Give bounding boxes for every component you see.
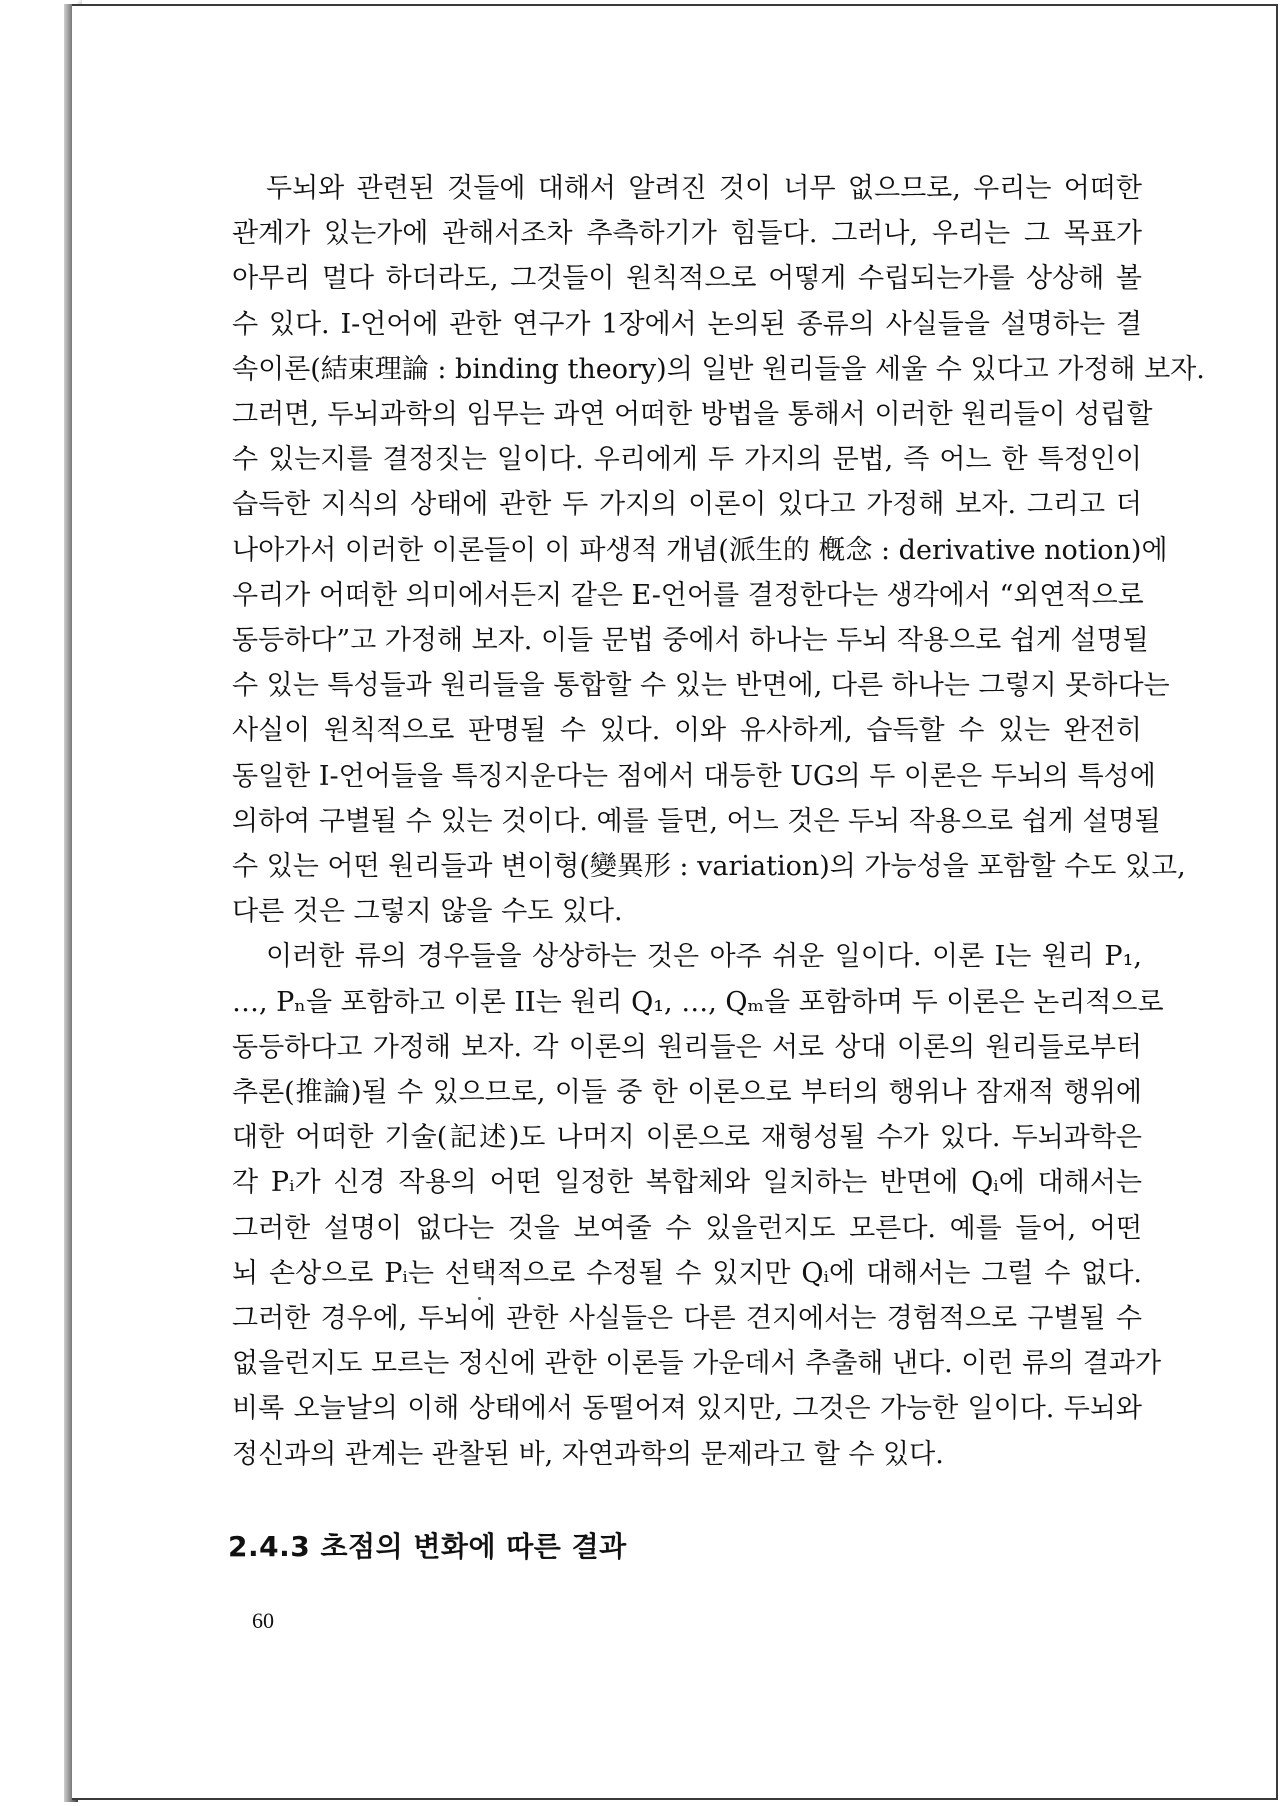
text-line: 그러한 경우에, 두뇌에 관한 사실들은 다른 견지에서는 경험적으로 구별될 수 [232, 1303, 1142, 1335]
text-line: 없을런지도 모르는 정신에 관한 이론들 가운데서 추출해 낸다. 이런 류의 결과가 [232, 1348, 1162, 1380]
text-line: 관계가 있는가에 관해서조차 추측하기가 힘들다. 그러나, 우리는 그 목표가 [232, 218, 1142, 250]
text-line: 그러한 설명이 없다는 것을 보여줄 수 있을런지도 모른다. 예를 들어, 어떤 [232, 1212, 1142, 1244]
paragraph-2 [232, 934, 1164, 1476]
text-line: 동등하다고 가정해 보자. 각 이론의 원리들은 서로 상대 이론의 원리들로부터 [232, 1031, 1142, 1063]
text-line: 뇌 손상으로 Pᵢ는 선택적으로 수정될 수 있지만 Qᵢ에 대해서는 그럴 수 없다. [232, 1257, 1142, 1289]
body-text [232, 166, 1205, 1477]
text-line: 수 있는 특성들과 원리들을 통합할 수 있는 반면에, 다른 하나는 그렇지 못하다는 [232, 670, 1170, 702]
text-line: 이러한 류의 경우들을 상상하는 것은 아주 쉬운 일이다. 이론 I는 원리 P₁, [266, 941, 1142, 973]
text-line: 습득한 지식의 상태에 관한 두 가지의 이론이 있다고 가정해 보자. 그리고 더 [232, 489, 1142, 521]
section-heading: 2.4.3 초점의 변화에 따른 결과 [228, 1530, 627, 1563]
text-line: 두뇌와 관련된 것들에 대해서 알려진 것이 너무 없으므로, 우리는 어떠한 [266, 173, 1142, 204]
text-line: 비록 오늘날의 이해 상태에서 동떨어져 있지만, 그것은 가능한 일이다. 두뇌와 [232, 1393, 1142, 1425]
paragraph-1 [232, 166, 1205, 934]
text-line: 수 있다. I-언어에 관한 연구가 1장에서 논의된 종류의 사실들을 설명하는 결 [232, 308, 1142, 340]
text-line: 정신과의 관계는 관찰된 바, 자연과학의 문제라고 할 수 있다. [232, 1438, 944, 1470]
text-line: 의하여 구별될 수 있는 것이다. 예를 들면, 어느 것은 두뇌 작용으로 쉽게 설명될 [232, 805, 1161, 837]
text-line: 수 있는 어떤 원리들과 변이형(變異形 : variation)의 가능성을 포함할 수도 있고, [232, 851, 1186, 883]
text-line: 사실이 원칙적으로 판명될 수 있다. 이와 유사하게, 습득할 수 있는 완전히 [232, 715, 1142, 747]
text-line: 나아가서 이러한 이론들이 이 파생적 개념(派生的 槪念 : derivative notion)에 [232, 534, 1168, 566]
page-number: 60 [252, 1608, 274, 1633]
text-line: 대한 어떠한 기술(記述)도 나머지 이론으로 재형성될 수가 있다. 두뇌과학은 [232, 1122, 1142, 1154]
scan-speck [478, 1297, 481, 1300]
text-line: 다른 것은 그렇지 않을 수도 있다. [232, 896, 623, 928]
text-line: 아무리 멀다 하더라도, 그것들이 원칙적으로 어떻게 수립되는가를 상상해 볼 [232, 263, 1142, 295]
text-line: 속이론(結束理論 : binding theory)의 일반 원리들을 세울 수 있다고 가정해 보자. [232, 353, 1205, 385]
text-line: 동일한 I-언어들을 특징지운다는 점에서 대등한 UG의 두 이론은 두뇌의 특성에 [232, 760, 1156, 792]
text-line: 각 Pᵢ가 신경 작용의 어떤 일정한 복합체와 일치하는 반면에 Qᵢ에 대해서는 [232, 1167, 1142, 1199]
text-line: …, Pₙ을 포함하고 이론 II는 원리 Q₁, …, Qₘ을 포함하며 두 이론은 논리적으로 [232, 986, 1164, 1018]
text-line: 우리가 어떠한 의미에서든지 같은 E-언어를 결정한다는 생각에서 “외연적으로 [232, 579, 1144, 611]
text-line: 동등하다”고 가정해 보자. 이들 문법 중에서 하나는 두뇌 작용으로 쉽게 설명될 [232, 625, 1149, 657]
text-line: 그러면, 두뇌과학의 임무는 과연 어떠한 방법을 통해서 이러한 원리들이 성립할 [232, 399, 1153, 431]
text-line: 수 있는지를 결정짓는 일이다. 우리에게 두 가지의 문법, 즉 어느 한 특정인이 [232, 444, 1142, 476]
text-line: 추론(推論)될 수 있으므로, 이들 중 한 이론으로 부터의 행위나 잠재적 행위에 [232, 1077, 1142, 1109]
